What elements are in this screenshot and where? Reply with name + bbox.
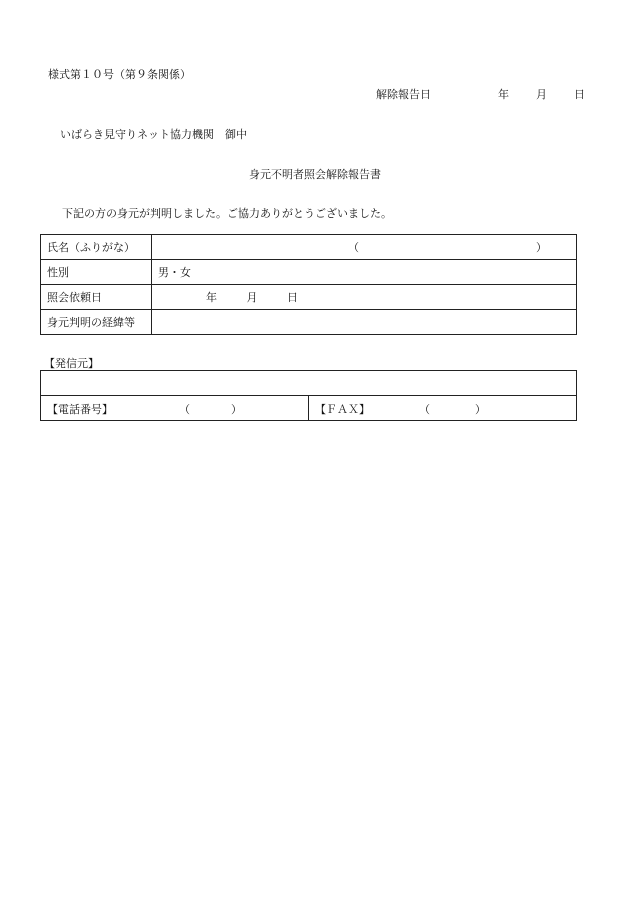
sender-name-field[interactable]	[41, 371, 577, 396]
circumstances-field[interactable]	[152, 310, 577, 335]
fax-open-paren: （	[419, 403, 430, 416]
request-date-row	[41, 285, 577, 310]
gender-row	[41, 260, 577, 285]
request-date-label: 照会依頼日	[41, 285, 152, 310]
furigana-parentheses	[158, 239, 570, 253]
fax-close-paren: ）	[475, 403, 486, 416]
person-info-table	[40, 234, 577, 335]
request-date-year: 年	[206, 291, 217, 304]
furigana-close-paren: ）	[536, 240, 547, 254]
fax-label: 【ＦＡＸ】	[315, 403, 370, 416]
request-date-day: 日	[287, 291, 298, 304]
phone-open-paren: （	[179, 403, 190, 416]
request-date-month: 月	[246, 291, 258, 304]
fax-content	[315, 401, 570, 415]
addressee: いばらき見守りネット協力機関 御中	[60, 128, 247, 141]
sender-contact-row	[41, 396, 577, 421]
phone-label: 【電話番号】	[47, 403, 113, 416]
sender-name-row	[41, 371, 577, 396]
fax-cell[interactable]	[309, 396, 577, 421]
intro-text: 下記の方の身元が判明しました。ご協力ありがとうございました。	[62, 207, 392, 220]
report-date-month: 月	[536, 88, 547, 101]
phone-content	[47, 401, 302, 415]
phone-close-paren: ）	[231, 403, 242, 416]
sender-table	[40, 370, 577, 421]
phone-cell[interactable]	[41, 396, 309, 421]
report-date-year: 年	[498, 88, 509, 101]
name-label: 氏名（ふりがな）	[41, 235, 152, 260]
furigana-open-paren: （	[348, 240, 359, 254]
report-date-day: 日	[574, 88, 585, 101]
circumstances-label: 身元判明の経緯等	[41, 310, 152, 335]
sender-label: 【発信元】	[44, 357, 99, 370]
name-row	[41, 235, 577, 260]
circumstances-row	[41, 310, 577, 335]
request-date-field[interactable]	[152, 285, 577, 310]
name-field[interactable]	[152, 235, 577, 260]
form-number: 様式第１０号（第９条関係）	[48, 68, 191, 81]
report-date-block	[376, 86, 586, 102]
report-date-label: 解除報告日	[376, 88, 431, 101]
gender-field[interactable]: 男・女	[152, 260, 577, 285]
document-title: 身元不明者照会解除報告書	[249, 168, 381, 181]
gender-label: 性別	[41, 260, 152, 285]
